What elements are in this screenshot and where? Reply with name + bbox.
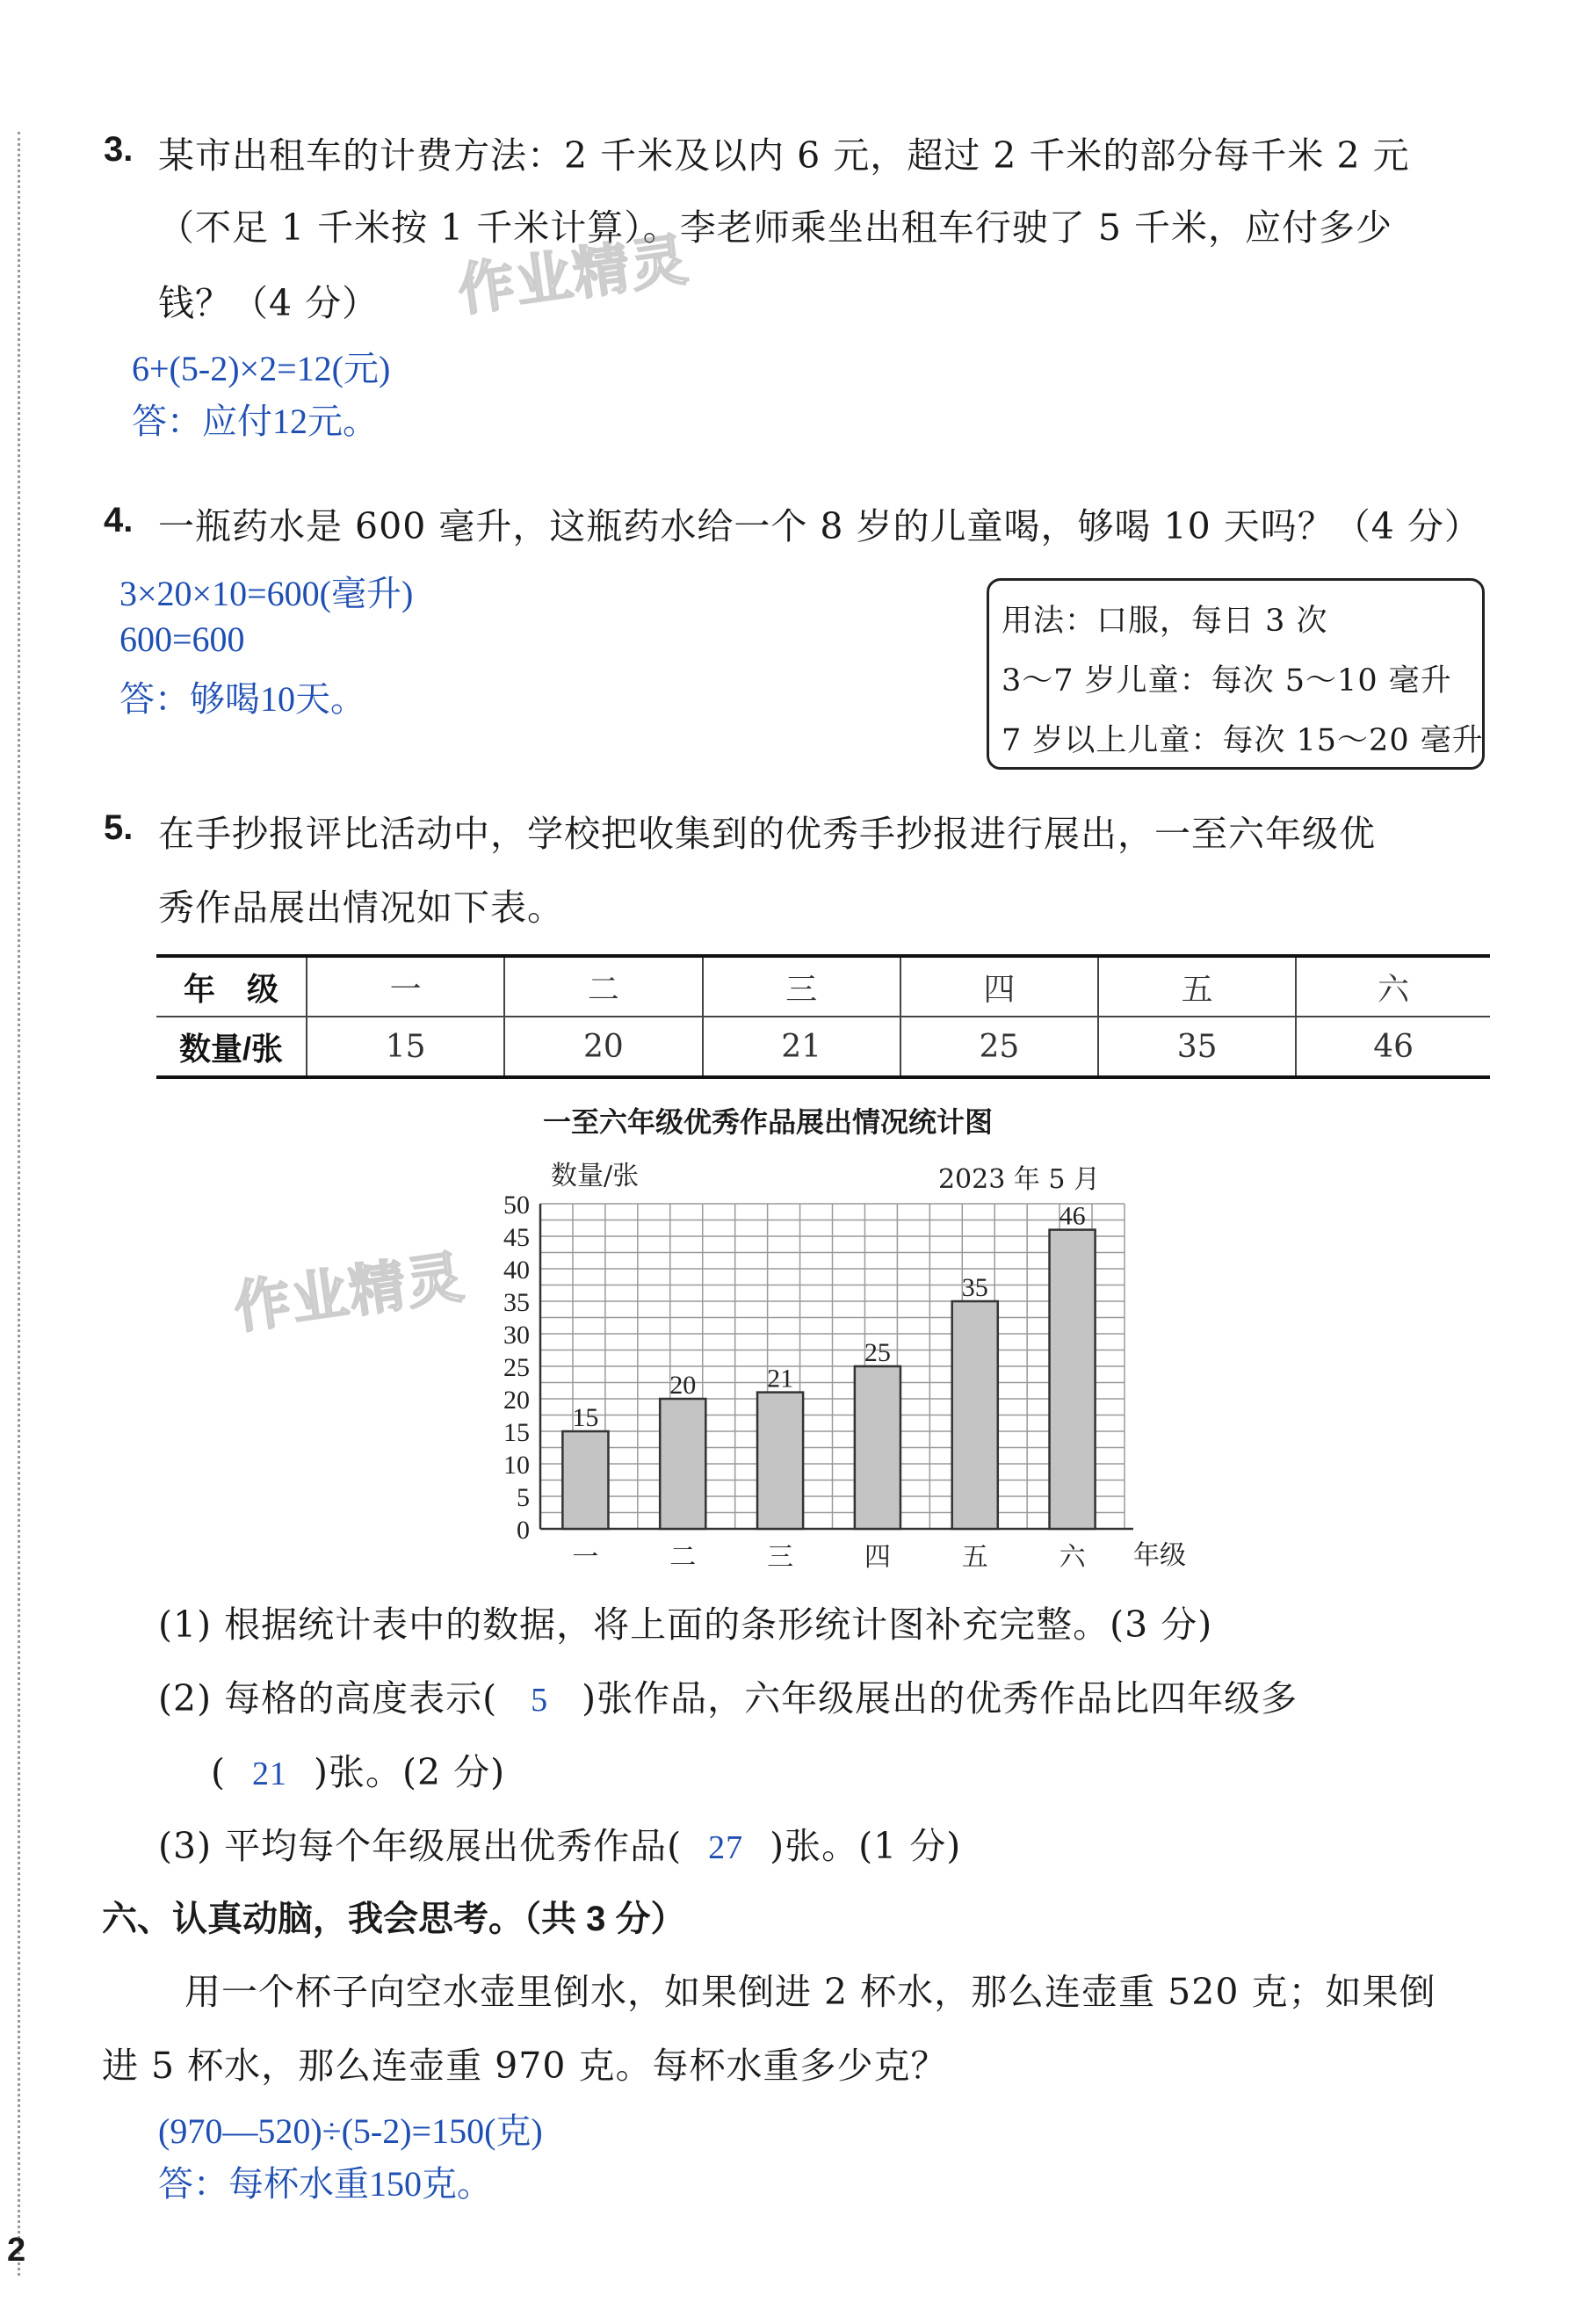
q5-sub2-text-c: ( bbox=[211, 1751, 226, 1793]
watermark-1: 作业精灵 bbox=[453, 227, 693, 324]
bar-4 bbox=[855, 1366, 900, 1529]
x-tick-label: 三 bbox=[767, 1542, 794, 1573]
bar-chart bbox=[474, 1142, 1195, 1582]
table-cell: 46 bbox=[1296, 1017, 1490, 1077]
q4-line1: 一瓶药水是 600 毫升，这瓶药水给一个 8 岁的儿童喝，够喝 10 天吗？（4 分） bbox=[158, 505, 1481, 547]
q4-answer-text: 答：够喝10天。 bbox=[119, 679, 365, 719]
page-number: 2 bbox=[7, 2232, 26, 2269]
x-tick-label: 六 bbox=[1059, 1542, 1086, 1573]
q4-answer-calc1: 3×20×10=600(毫升) bbox=[119, 574, 414, 613]
x-tick-label: 二 bbox=[669, 1542, 697, 1573]
q3-line3: 钱？（4 分） bbox=[158, 282, 380, 324]
y-axis-label: 数量/张 bbox=[551, 1161, 640, 1191]
q4-number: 4. bbox=[104, 501, 134, 539]
q5-sub2-text-a: (2) 每格的高度表示( bbox=[158, 1677, 498, 1719]
bar-5 bbox=[952, 1301, 998, 1529]
y-tick-label: 15 bbox=[503, 1418, 530, 1447]
q3-line2: （不足 1 千米按 1 千米计算）。李老师乘坐出租车行驶了 5 千米，应付多少 bbox=[158, 206, 1392, 249]
table-cell: 20 bbox=[504, 1017, 702, 1077]
table-cell: 25 bbox=[900, 1017, 1098, 1077]
table-cell: 15 bbox=[307, 1017, 504, 1077]
section6-answer-text: 答：每杯水重150克。 bbox=[158, 2164, 492, 2204]
table-cell: 21 bbox=[703, 1017, 900, 1077]
y-tick-label: 5 bbox=[517, 1483, 530, 1512]
q5-sub3-text-a: (3) 平均每个年级展出优秀作品( bbox=[158, 1825, 683, 1867]
bar-2 bbox=[660, 1399, 705, 1529]
bar-1 bbox=[562, 1431, 608, 1529]
table-cell: 一 bbox=[307, 956, 504, 1017]
q5-sub1: (1) 根据统计表中的数据，将上面的条形统计图补充完整。(3 分) bbox=[158, 1604, 1213, 1646]
bar-6 bbox=[1050, 1230, 1096, 1529]
q3-line1: 某市出租车的计费方法：2 千米及以内 6 元，超过 2 千米的部分每千米 2 元 bbox=[158, 134, 1410, 177]
bar-value-label: 21 bbox=[767, 1364, 794, 1394]
table-cell: 三 bbox=[703, 956, 900, 1017]
section6-heading: 六、认真动脑，我会思考。（共 3 分） bbox=[102, 1900, 686, 1938]
bar-value-label: 35 bbox=[961, 1273, 988, 1302]
table-cell: 35 bbox=[1098, 1017, 1296, 1077]
q5-sub2-answer1: 5 bbox=[531, 1682, 549, 1719]
y-tick-label: 45 bbox=[503, 1223, 530, 1252]
section6-answer-calc: (970—520)÷(5-2)=150(克) bbox=[158, 2111, 543, 2151]
section6-line2: 进 5 杯水，那么连壶重 970 克。每杯水重多少克？ bbox=[102, 2045, 948, 2087]
date-note: 2023 年 5 月 bbox=[937, 1164, 1101, 1195]
table-cell: 六 bbox=[1296, 956, 1490, 1017]
q5-sub2-text-b: )张作品，六年级展出的优秀作品比四年级多 bbox=[582, 1677, 1298, 1719]
usage-line-1: 用法：口服，每日 3 次 bbox=[1002, 604, 1328, 639]
y-tick-label: 20 bbox=[503, 1386, 530, 1415]
binding-margin-line bbox=[18, 132, 20, 2276]
y-tick-label: 10 bbox=[503, 1451, 530, 1480]
table-cell: 四 bbox=[900, 956, 1098, 1017]
grade-count-table bbox=[156, 954, 1490, 1079]
usage-instructions-box bbox=[987, 578, 1485, 770]
chart-title: 一至六年级优秀作品展出情况统计图 bbox=[543, 1106, 994, 1138]
q4-answer-calc2: 600=600 bbox=[119, 619, 245, 659]
q5-number: 5. bbox=[104, 808, 134, 847]
watermark-2: 作业精灵 bbox=[229, 1244, 469, 1342]
table-header-count: 数量/张 bbox=[156, 1017, 307, 1077]
usage-line-3: 7 岁以上儿童：每次 15～20 毫升 bbox=[1002, 723, 1484, 758]
q5-sub3 bbox=[158, 1817, 961, 1869]
y-tick-label: 25 bbox=[503, 1353, 530, 1382]
q5-sub3-text-b: )张。(1 分) bbox=[770, 1825, 962, 1867]
q5-sub3-answer: 27 bbox=[708, 1829, 744, 1866]
q3-answer-calc: 6+(5-2)×2=12(元) bbox=[132, 349, 391, 388]
x-tick-label: 四 bbox=[864, 1542, 891, 1573]
q5-line2: 秀作品展出情况如下表。 bbox=[158, 887, 564, 929]
table-header-grade: 年 级 bbox=[156, 956, 307, 1017]
q5-sub2-text-d: )张。(2 分) bbox=[314, 1751, 506, 1793]
bar-value-label: 25 bbox=[864, 1338, 891, 1367]
table-cell: 二 bbox=[504, 956, 702, 1017]
table-row bbox=[156, 1017, 1490, 1077]
y-tick-label: 30 bbox=[503, 1321, 530, 1350]
table-cell: 五 bbox=[1098, 956, 1296, 1017]
y-tick-label: 50 bbox=[503, 1191, 530, 1220]
x-tick-label: 五 bbox=[961, 1542, 988, 1573]
y-tick-label: 0 bbox=[517, 1516, 530, 1545]
q3-number: 3. bbox=[104, 130, 134, 169]
y-tick-label: 40 bbox=[503, 1256, 530, 1285]
q5-sub2-answer2: 21 bbox=[252, 1756, 287, 1792]
x-axis-label: 年级 bbox=[1133, 1540, 1186, 1571]
q5-sub2-line1 bbox=[158, 1669, 1298, 1721]
y-tick-label: 35 bbox=[503, 1288, 530, 1317]
x-tick-label: 一 bbox=[572, 1542, 599, 1573]
q3-answer-text: 答：应付12元。 bbox=[132, 402, 378, 441]
usage-line-2: 3～7 岁儿童：每次 5～10 毫升 bbox=[1002, 663, 1452, 699]
bar-value-label: 46 bbox=[1059, 1201, 1086, 1231]
bar-value-label: 15 bbox=[572, 1403, 599, 1432]
bar-3 bbox=[757, 1393, 803, 1529]
q5-sub2-line2 bbox=[211, 1743, 505, 1795]
section6-line1: 用一个杯子向空水壶里倒水，如果倒进 2 杯水，那么连壶重 520 克；如果倒 bbox=[184, 1971, 1436, 2013]
q5-line1: 在手抄报评比活动中，学校把收集到的优秀手抄报进行展出，一至六年级优 bbox=[158, 813, 1376, 855]
bar-value-label: 20 bbox=[669, 1371, 697, 1400]
table-row bbox=[156, 956, 1490, 1017]
